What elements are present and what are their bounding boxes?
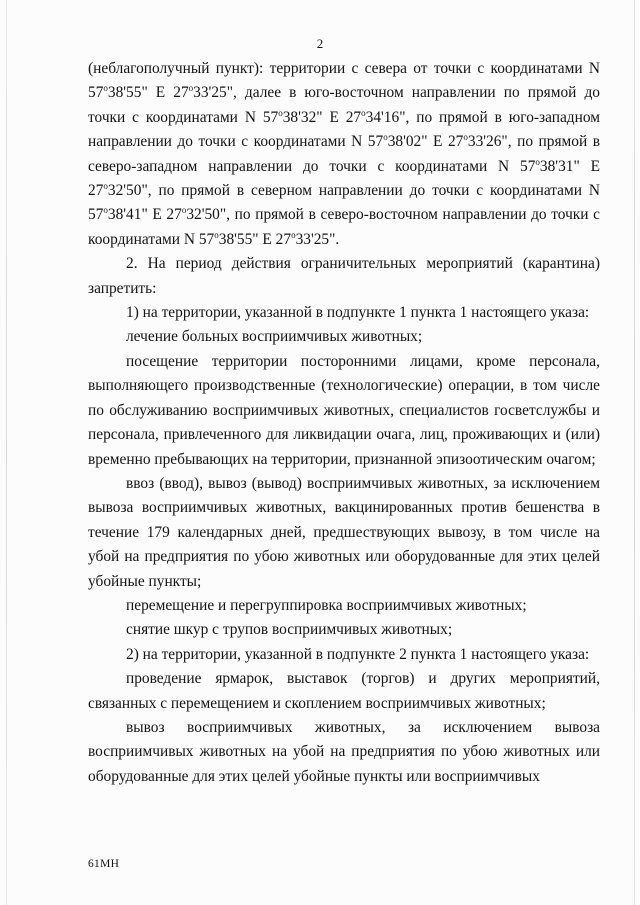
scan-edge-right [634,0,635,905]
degree-mark: o [535,156,540,167]
document-body [88,57,600,789]
paragraph-sub1 [88,301,600,325]
text-run: 38'02" E 27 [387,133,464,151]
paragraph-treatment [88,325,600,349]
text-run: 38'32" E 27 [282,108,362,126]
degree-mark: o [188,83,194,94]
text-run: посещение территории посторонними лицами, кроме персонала, выполняющего производственные (технологические) операции, в том числе по обслуживанию восприимчивых животных, специалистов госветслужбы и персонала, привлеченного для ликвидации очага, лиц, проживающих и (или) временно пребывающих на территории, признанной эпизоотическим очагом; [88,352,600,468]
paragraph-sub2 [88,643,600,667]
text-run: ввоз (ввод), вывоз (вывод) восприимчивых животных, за исключением вывоза восприимчивых животных, вакцинированных против бешенства в течение 179 календарных дней, предшествующих вывозу, в том числе на убой на предприятия по убою животных или оборудованные для этих целей убойные пункты; [88,474,600,590]
text-run: 38'55" E 27 [107,84,189,102]
text-run: 1) на территории, указанной в подпункте 1 пункта 1 настоящего указа: [126,304,590,322]
text-run: 32'50", по прямой в северо-восточном направлении до точки с координатами N 57 [88,206,601,248]
text-run: 38'41" E 27 [107,206,182,224]
degree-mark: o [214,229,219,240]
text-run: снятие шкур с трупов восприимчивых животных; [126,621,453,639]
text-run: 32'50", по прямой в северном направлении до точки с координатами N 57 [88,182,600,224]
text-run: вывоз восприимчивых животных, за исключением вывоза восприимчивых животных на убой на предприятия по убою животных или оборудованные для этих целей убойные пункты или восприимчивых [88,718,600,785]
degree-mark: o [361,107,366,118]
degree-mark: o [103,181,108,192]
paragraph-movement [88,594,600,618]
paragraph-visit [88,350,600,472]
text-run: лечение больных восприимчивых животных; [126,328,423,346]
text-run: 2. На период действия ограничительных мероприятий (карантина) запретить: [88,255,600,297]
text-run: 33'25", далее в юго-восточном направлении по прямой до точки с координатами N 57 [88,84,600,126]
paragraph-coordinates [88,57,600,252]
degree-mark: o [103,205,108,216]
text-run: 38'31" E 27 [88,157,600,200]
page-number: 2 [316,36,324,51]
paragraph-import [88,472,600,594]
text-run: 34'16", по прямой в юго-западном направлении до точки с координатами N 57 [88,108,601,151]
paragraph-export [88,716,600,789]
text-run: 33'25". [295,230,340,248]
text-run: проведение ярмарок, выставок (торгов) и других мероприятий, связанных с перемещением и скоплением восприимчивых животных; [88,670,600,712]
degree-mark: o [181,205,187,216]
text-run: (неблагополучный пункт): территории с севера от точки с координатами N 57 [88,60,600,102]
degree-mark: o [278,107,283,118]
paragraph-skins [88,618,600,642]
text-run: 38'55" E 27 [218,230,292,248]
degree-mark: o [383,132,388,143]
scan-edge-left [6,0,7,905]
degree-mark: o [103,83,108,94]
paragraph-item2 [88,252,600,301]
degree-mark: o [291,229,296,240]
footer-document-code: 61МН [88,858,120,870]
paragraph-fairs [88,667,600,716]
text-run: 33'26", по прямой в северо-западном направлении до точки с координатами N 57 [88,133,600,175]
text-run: 2) на территории, указанной в подпункте 2 пункта 1 настоящего указа: [126,645,590,663]
text-run: перемещение и перегруппировка восприимчивых животных; [126,596,527,614]
degree-mark: o [463,132,468,143]
